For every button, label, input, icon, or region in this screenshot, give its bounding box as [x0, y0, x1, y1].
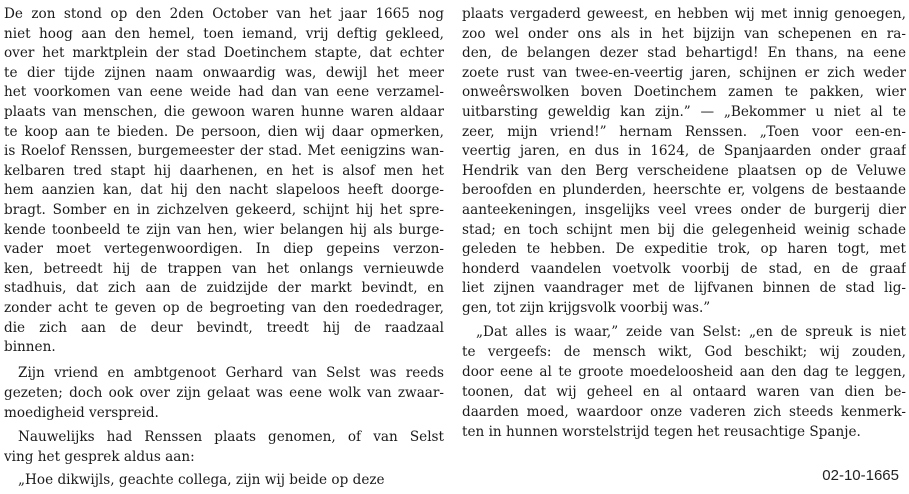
text-line: zeer, mijn vriend!” hernam Renssen. „Toen voor een-en- [462, 123, 906, 140]
text-line: kende toonbeeld te zijn van hen, wier belangen hij als burge- [4, 221, 444, 238]
text-line: toonen, dat wij geheel en al ontaard waren van dien be- [462, 384, 906, 400]
text-line: niet hoog aan den hemel, toen iemand, vrij deftig gekleed, [4, 25, 444, 42]
text-line: veertig jaren, en dus in 1624, de Spanjaarden onder graaf [462, 143, 906, 160]
text-line: Zijn vriend en ambtgenoot Gerhard van Selst was reeds [18, 365, 444, 381]
text-line: vader moet vertegenwoordigen. In diep gepeins verzon- [4, 241, 444, 258]
text-line: te koop aan te bieden. De persoon, dien wij daar opmerken, [4, 123, 444, 140]
text-line: honderd vaandelen voetvolk voorbij de stad, en de graaf [462, 260, 906, 277]
text-line: aanteekeningen, insgelijks veel vrees onder de burgerij dier [462, 202, 906, 218]
text-line: ten in hunnen worstelstrijd tegen het reusachtige Spanje. [462, 424, 861, 440]
date-label: 02-10-1665 [822, 467, 899, 484]
text-line: zonder acht te geven op de begroeting van den roededrager, [4, 300, 444, 316]
text-line: bragt. Somber en in zichzelven gekeerd, schijnt hij het spre- [4, 202, 444, 218]
text-line: over het marktplein der stad Doetinchem stapte, dat echter [4, 45, 444, 62]
text-line: gen, tot zijn krijgsvolk voorbij was.” [462, 300, 711, 316]
text-line: te vergeefs: de mensch wikt, God beschikt; wij zouden, [462, 344, 906, 360]
text-line: zoete rust van twee-en-veertig jaren, schijnen er zich weder [462, 64, 906, 81]
text-line: Hendrik van den Berg verscheidene plaatsen op de Veluwe [462, 162, 906, 179]
text-line: binnen. [4, 339, 56, 356]
text-line: beroofden en plunderden, heerschte er, volgens de bestaande [462, 182, 906, 199]
text-line: zoo wel onder ons als in het bijzijn van schepenen en ra- [462, 25, 906, 42]
text-line: plaats van menschen, die gewoon waren hunne waren aldaar [4, 104, 444, 120]
text-line: ken, betreedt hij de trappen van het onlangs vernieuwde [4, 260, 444, 277]
text-line: plaats vergaderd geweest, en hebben wij met innig genoegen, [462, 6, 906, 22]
text-line: stad; en toch schijnt men bij die gelegenheid weinig schade [462, 221, 906, 238]
text-line: ving het gesprek aldus aan: [4, 449, 195, 465]
text-line: is Roelof Renssen, burgemeester der stad. Met eenigzins wan- [4, 143, 444, 160]
text-line: Nauwelijks had Renssen plaats genomen, of van Selst [18, 429, 444, 445]
text-line: het voorkomen van eene weide had dan van eene verzamel- [4, 84, 444, 101]
text-line: „Hoe dikwijls, geachte collega, zijn wij beide op deze [18, 472, 385, 488]
text-line: door eene al te groote moedeloosheid aan den dag te leggen, [462, 364, 906, 380]
text-line: daarden moed, waardoor onze vaderen zich steeds kenmerk- [462, 404, 906, 420]
text-line: onweêrswolken boven Doetinchem zamen te pakken, wier [462, 84, 906, 101]
text-line: „Dat alles is waar,” zeide van Selst: „en de spreuk is niet [476, 324, 906, 340]
text-line: gezeten; doch ook over zijn gelaat was eene wolk van zwaar- [4, 385, 444, 401]
text-line: De zon stond op den 2den October van het jaar 1665 nog [4, 6, 444, 22]
text-line: geleden te hebben. De expeditie trok, op haren togt, met [462, 241, 906, 258]
text-line: moedigheid verspreid. [4, 405, 159, 421]
text-line: hem aanzien kan, dat hij den nacht slapeloos heeft doorge- [4, 182, 444, 199]
text-line: liet zijnen vaandrager met de lijfvanen binnen de stad lig- [462, 280, 906, 297]
text-line: uitbarsting geweldig kan zijn.” — „Bekommer u niet al te [462, 104, 906, 120]
text-line: kelbaren tred stapt hij daarhenen, en het is alsof men het [4, 162, 444, 179]
text-line: die zich aan de deur bevindt, treedt hij de raadzaal [4, 319, 444, 336]
text-line: stadhuis, dat zich aan de zuidzijde der markt bevindt, en [4, 280, 444, 297]
text-line: te dier tijde zijnen naam onwaardig was, dewijl het meer [4, 64, 444, 81]
text-line: den, de belangen dezer stad behartigd! En thans, na eene [462, 45, 906, 62]
